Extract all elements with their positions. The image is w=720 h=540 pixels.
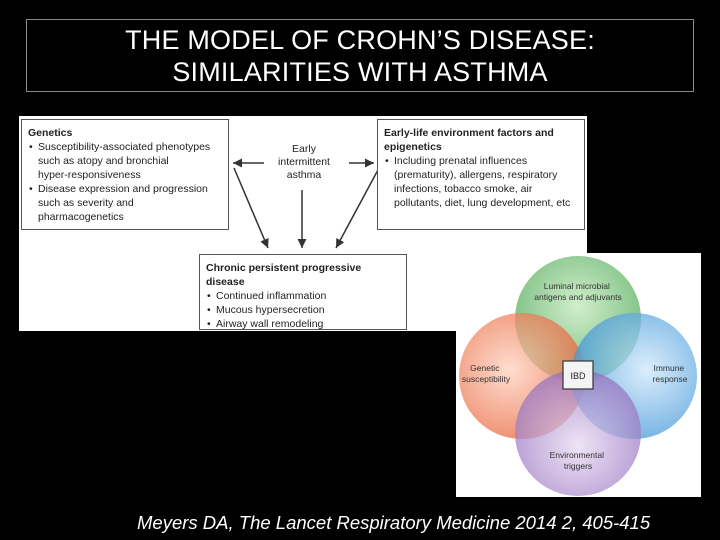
environment-box <box>377 119 585 230</box>
early-asthma-label: Early intermittent asthma <box>278 143 330 181</box>
title-line-2: SIMILARITIES WITH ASTHMA <box>172 56 548 87</box>
chronic-item: • Mucous hypersecretion <box>216 303 400 317</box>
environment-item: • Including prenatal influences (prematurity), allergens, respiratory infections, tobacco smoke, air pollutants, diet, lung development, etc <box>394 154 578 210</box>
title-line-1: THE MODEL OF CROHN’S DISEASE: <box>125 24 595 55</box>
venn-label-environmental: Environmental triggers <box>549 450 604 471</box>
venn-diagram-panel <box>456 253 701 497</box>
genetics-box <box>21 119 229 230</box>
genetics-item: • Disease expression and progression such as severity and pharmacogenetics <box>38 182 222 224</box>
venn-center-label: IBD <box>570 371 586 381</box>
venn-label-genetic: Genetic susceptibility <box>461 363 511 384</box>
arrow-genetics-to-chronic <box>234 168 268 248</box>
genetics-heading: Genetics <box>28 127 73 139</box>
chronic-disease-box <box>199 254 407 330</box>
chronic-item: • Airway wall remodeling <box>216 317 400 331</box>
chronic-item: • Continued inflammation <box>216 289 400 303</box>
genetics-item: • Susceptibility-associated phenotypes such as atopy and bronchial hyper-responsiveness <box>38 140 222 182</box>
venn-label-immune: Immune response <box>652 363 688 384</box>
venn-label-luminal: Luminal microbial antigens and adjuvants <box>534 281 622 302</box>
environment-heading: Early-life environment factors and epigenetics <box>384 127 554 153</box>
citation: Meyers DA, The Lancet Respiratory Medicine 2014 2, 405-415 <box>137 512 651 533</box>
venn-diagram <box>456 253 701 497</box>
chronic-heading: Chronic persistent progressive disease <box>206 262 362 288</box>
title-box <box>26 19 694 92</box>
